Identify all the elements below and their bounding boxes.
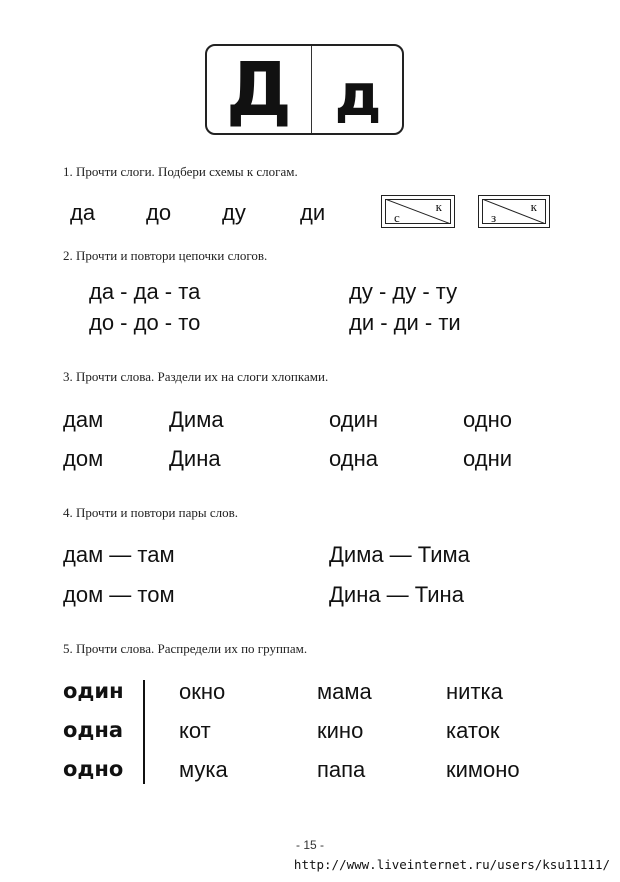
task-1-title: 1. Прочти слоги. Подбери схемы к слогам. [63,164,298,179]
scheme-consonant: з [491,210,497,225]
word: дам [63,407,104,432]
syllable-scheme-2 [478,195,550,228]
word: нитка [446,679,503,704]
scheme-consonant: к [530,199,537,214]
word: один [329,407,379,432]
group-label: одно [63,757,124,781]
word-pair: Дина — Тина [329,582,464,607]
syllable-chain: ду - ду - ту [349,279,458,304]
word: мама [317,679,372,704]
task-3-title: 3. Прочти слова. Раздели их на слоги хлопками. [63,369,329,384]
scheme-consonant: с [394,210,400,225]
syllable: до [146,200,172,225]
word: каток [446,718,500,743]
syllable-chain: ди - ди - ти [349,310,461,335]
page-number: - 15 - [295,838,324,852]
word: одни [463,446,513,471]
letter-uppercase: Д [226,46,292,133]
task-2-title: 2. Прочти и повтори цепочки слогов. [63,248,268,263]
letter-lowercase: д [334,60,382,129]
group-divider [143,680,145,784]
syllable: ду [222,200,246,225]
source-url[interactable]: http://www.liveinternet.ru/users/ksu11111/ [293,857,610,872]
task-4-title: 4. Прочти и повтори пары слов. [63,505,239,520]
group-label: одна [63,718,124,742]
word: кино [317,718,364,743]
word: дом [63,446,104,471]
word: одно [463,407,512,432]
word: папа [317,757,366,782]
word-pair: дам — там [63,542,175,567]
word: мука [179,757,228,782]
syllable: ди [300,200,326,225]
scheme-consonant: к [435,199,442,214]
word: кот [179,718,211,743]
syllable: да [70,200,96,225]
syllable-chain: до - до - то [89,310,201,335]
group-label: один [63,679,124,703]
word: Дина [169,446,221,471]
syllable-chain: да - да - та [89,279,201,304]
task-5-title: 5. Прочти слова. Распредели их по группам. [63,641,308,656]
word: окно [179,679,226,704]
word-pair: дом — том [63,582,175,607]
word: Дима [169,407,224,432]
letter-card [205,44,404,135]
syllable-scheme-1 [381,195,455,228]
word: одна [329,446,378,471]
word-pair: Дима — Тима [329,542,470,567]
word: кимоно [446,757,520,782]
